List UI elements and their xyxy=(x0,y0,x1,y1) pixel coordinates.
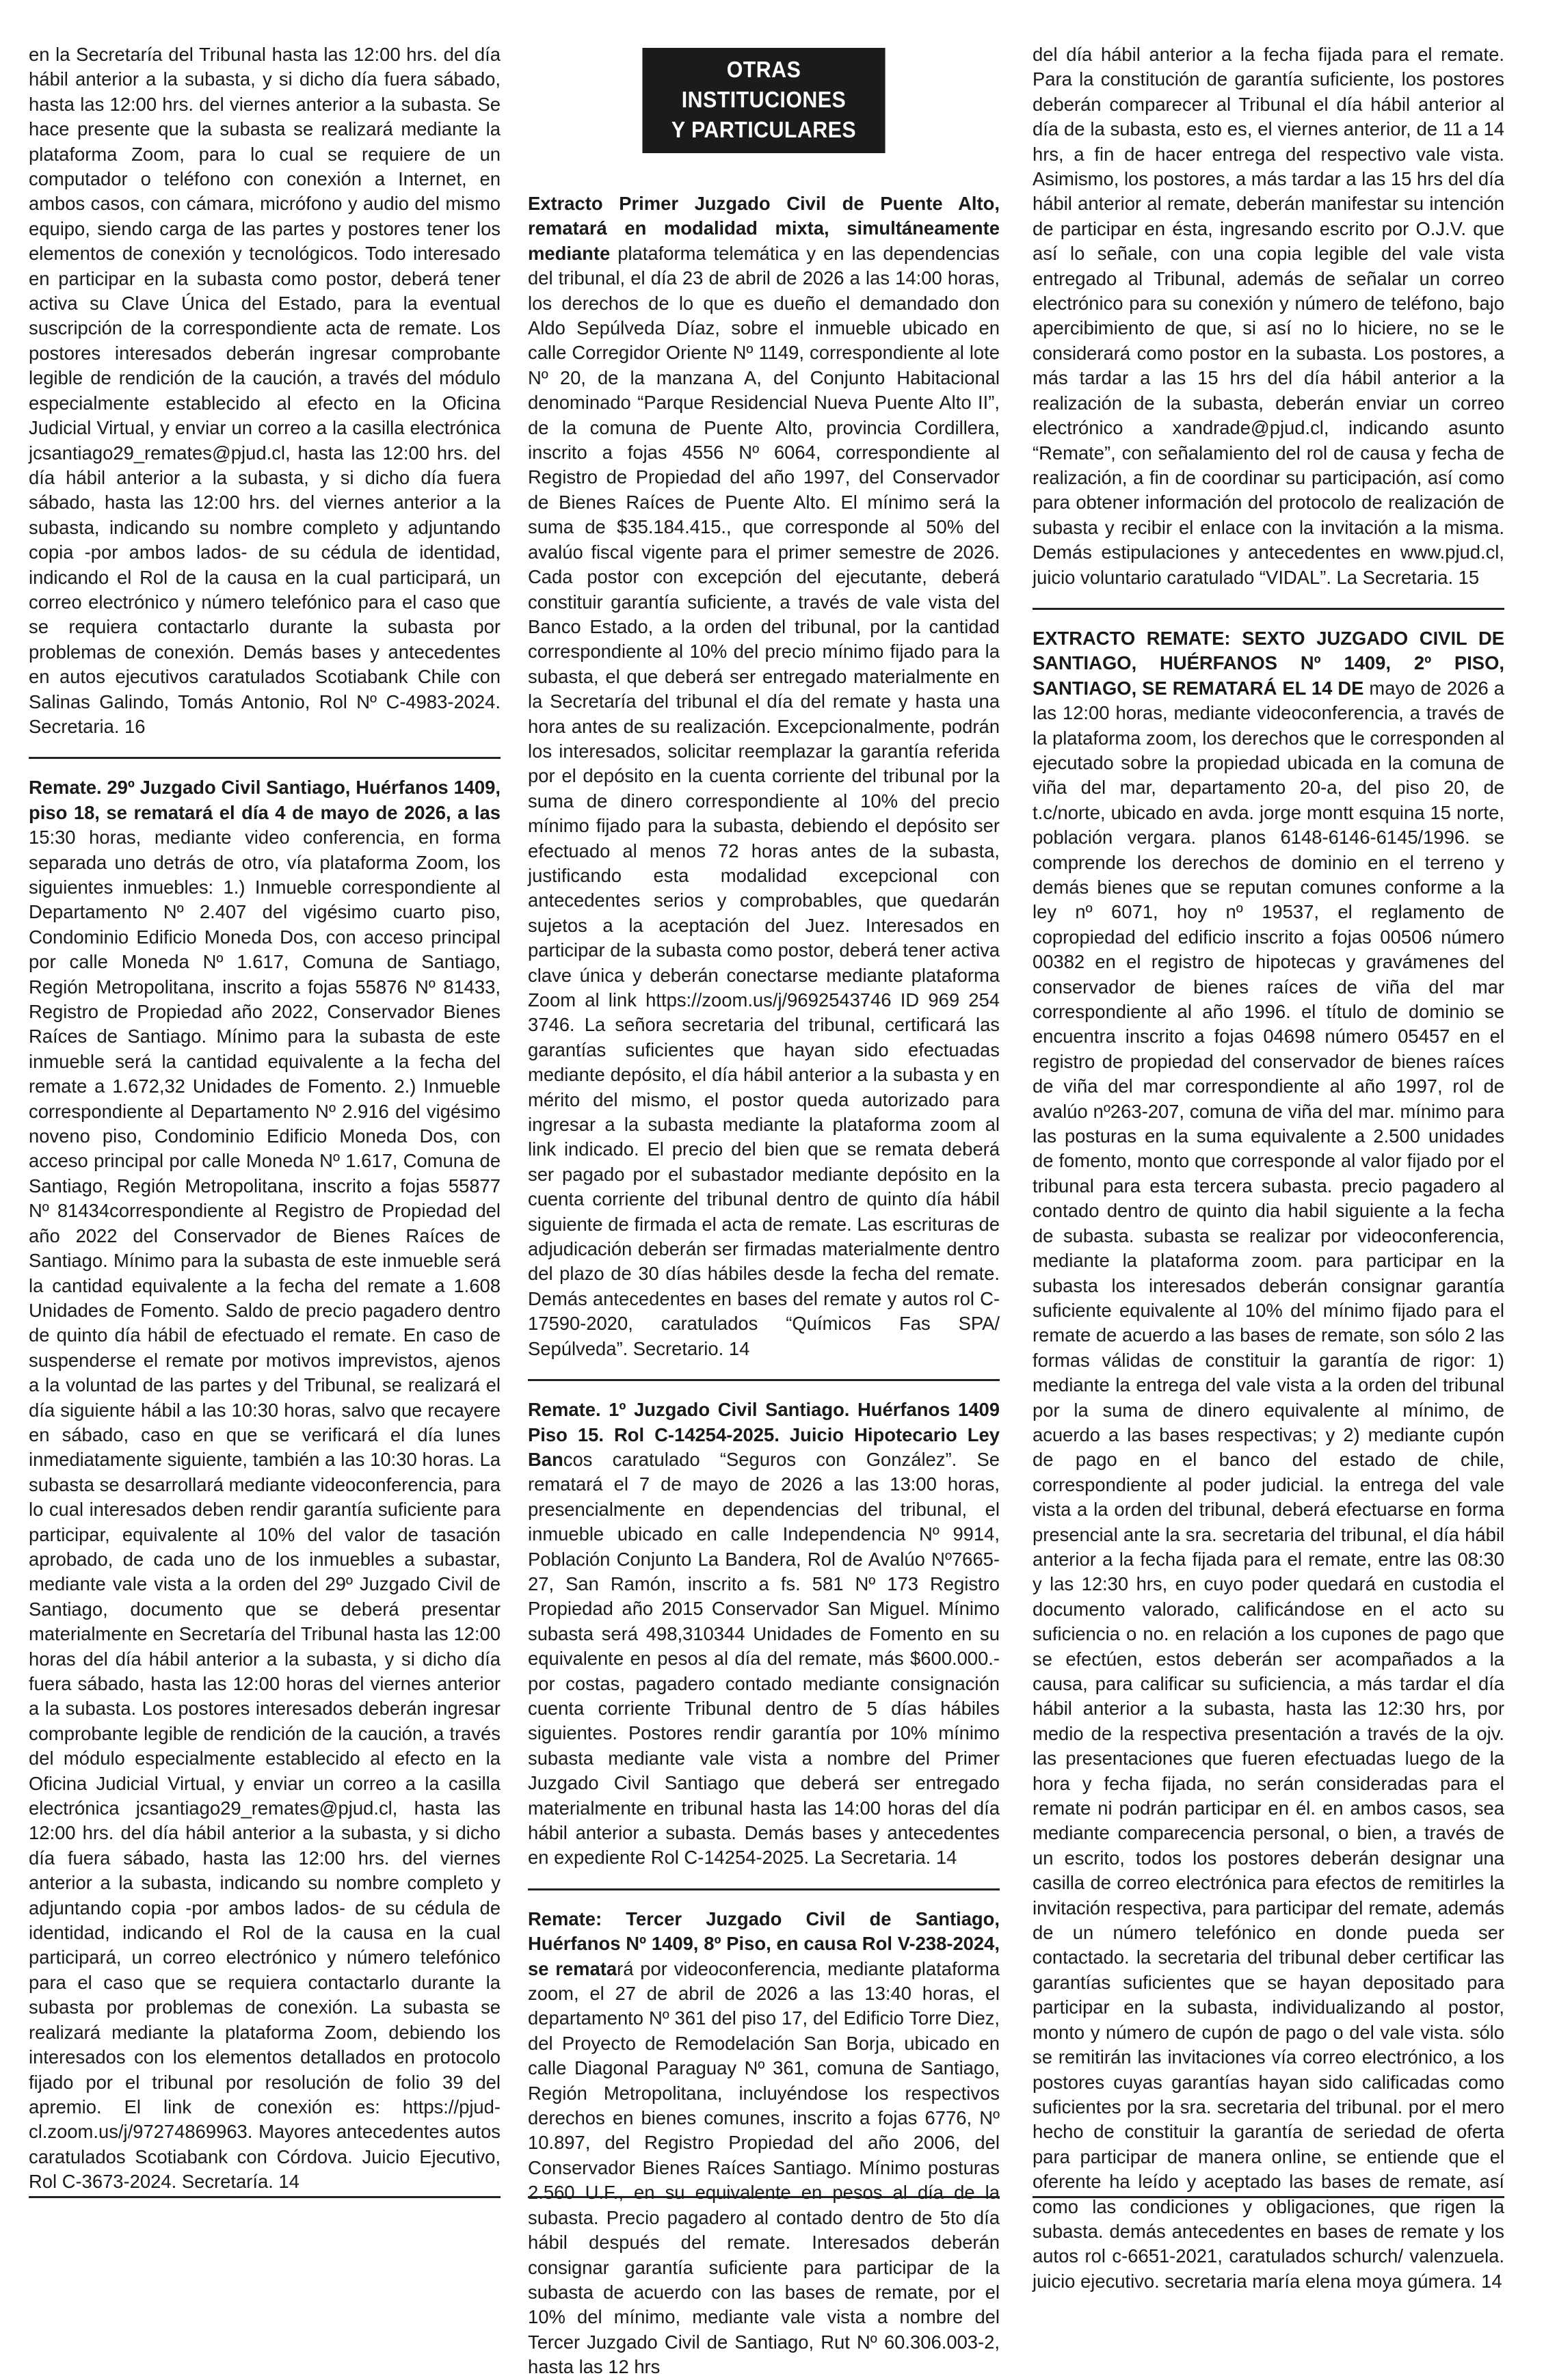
notice-6-juzgado-civil xyxy=(1033,626,1504,2294)
notice-text xyxy=(1033,626,1504,2294)
section-header-line2: Y PARTICULARES xyxy=(671,117,857,142)
column-right xyxy=(1033,42,1504,2292)
notice-body: del día hábil anterior a la fecha fijada para el remate. Para la constitución de garantía suficiente, los postores deberán comparecer al Tribunal el día hábil anterior al día de la subasta, esto es, el viernes anterior, de 11 a 14 hrs, a fin de hacer entrega del respectivo vale vista. Asimismo, los postores, a más tardar a las 15 hrs del día hábil anterior al remate, deberán manifestar su intención de participar en ésta, ingresando escrito por O.J.V. que así lo señale, con una copia legible del vale vista entregado al Tribunal, además de señalar un correo electrónico para su conexión y número de teléfono, bajo apercibimiento de que, si así no lo hiciere, no se le considerará como postor en la subasta. Los postores, a más tardar a las 15 hrs del día hábil anterior a la realización de la subasta, deberán enviar un correo electrónico a xandrade@pjud.cl, indicando asunto “Remate”, con señalamiento del rol de causa y fecha de realización, a fin de coordinar su participación, así como para obtener información del protocolo de realización de subasta y recibir el enlace con la invitación a la misma. Demás estipulaciones y antecedentes en www.pjud.cl, juicio voluntario caratulado “VIDAL”. La Secretaria. 15 xyxy=(1033,44,1504,588)
column-middle xyxy=(528,42,1000,2378)
notice-3-juzgado-civil xyxy=(528,1907,1000,2380)
notice-body: en la Secretaría del Tribunal hasta las 12:00 hrs. del día hábil anterior a la subasta, y si dicho día fuera sábado, hasta las 12:00 hrs. del viernes anterior a la subasta. Se hace presente que la subasta se realizará mediante la plataforma Zoom, para lo cual se requiere de un computador o teléfono con conexión a Internet, en ambos casos, con cámara, micrófono y audio del mismo equipo, siendo carga de las partes y postores tener los elementos de conexión y tecnológicos. Todo interesado en participar en la subasta como postor, deberá tener activa su Clave Única del Estado, para la eventual suscripción de la correspondiente acta de remate. Los postores interesados deberán ingresar comprobante legible de rendición de la caución, a través del módulo especialmente establecido al efecto en la Oficina Judicial Virtual, y enviar un correo a la casilla electrónica jcsantiago29_remates@pjud.cl, hasta las 12:00 hrs. del día hábil anterior a la subasta, y si dicho día fuera sábado, hasta las 12:00 hrs. del viernes anterior a la subasta, indicando su nombre completo y adjuntando copia -por ambos lados- de su cédula de identidad, indicando el Rol de la causa en la cual participará, un correo electrónico y número telefónico para el caso que se requiera contactarlo durante la subasta por problemas de conexión. Demás bases y antecedentes en autos ejecutivos caratulados Scotiabank Chile con Salinas Galindo, Tomás Antonio, Rol Nº C-4983-2024. Secretaria. 16 xyxy=(29,44,501,737)
notice-text xyxy=(528,191,1000,1361)
notice-body: plataforma telemática y en las dependencias del tribunal, el día 23 de abril de 2026 a las 14:00 horas, los derechos de lo que es dueño el demandado don Aldo Sepúlveda Díaz, sobre el inmueble ubicado en calle Corregidor Oriente Nº 1149, correspondiente al lote Nº 20, de la manzana A, del Conjunto Habitacional denominado “Parque Residencial Nueva Puente Alto II”, de la comuna de Puente Alto, provincia Cordillera, inscrito a fojas 4556 Nº 6064, correspondiente al Registro de Propiedad del año 1997, del Conservador de Bienes Raíces de Puente Alto. El mínimo será la suma de $35.184.415., que corresponde al 50% del avalúo fiscal vigente para el primer semestre de 2026. Cada postor con excepción del ejecutante, deberá constituir garantía suficiente, a través de vale vista del Banco Estado, a la orden del tribunal, por la cantidad correspondiente al 10% del precio mínimo fijado para la subasta, el que deberá ser entregado materialmente en la Secretaría del tribunal el día del remate y hasta una hora antes de su realización. Excepcionalmente, podrán los interesados, solicitar reemplazar la garantía referida por el depósito en la cuenta corriente del tribunal por la suma de dinero correspondiente al 10% del precio mínimo fijado para la subasta, debiendo el depósito ser efectuado al menos 72 horas antes de la subasta, justificando esta modalidad excepcional con antecedentes serios y comprobables, que quedarán sujetos a la aceptación del Juez. Interesados en participar de la subasta como postor, deberá tener activa clave única y deberán conectarse mediante plataforma Zoom al link https://zoom.us/j/9692543746 ID 969 254 3746. La señora secretaria del tribunal, certificará las garantías suficientes que hayan sido efectuadas mediante depósito, el día hábil anterior a la subasta y en mérito del mismo, el postor queda autorizado para ingresar a la subasta mediante la plataforma zoom al link indicado. El precio del bien que se remata deberá ser pagado por el subastador mediante depósito en la cuenta corriente del tribunal dentro de quinto día hábil siguiente de firmada el acta de remate. Las escrituras de adjudicación deberán ser firmadas materialmente dentro del plazo de 30 días hábiles desde la fecha del remate. Demás antecedentes en bases del remate y autos rol C-17590-2020, caratulados “Químicos Fas SPA/ Sepúlveda”. Secretario. 14 xyxy=(528,242,1000,1359)
divider xyxy=(29,757,501,759)
notice-lead: Remate. 1º Juzgado Civil Santiago. Huérfanos 1409 Piso 15. Rol C-14254-2025. Juicio Hipotecario Ley Ban xyxy=(528,1399,1000,1470)
divider xyxy=(1033,608,1504,610)
notice-text xyxy=(29,775,501,2194)
notice-continuation-29-juzgado xyxy=(29,42,501,739)
notice-body: 15:30 horas, mediante video conferencia, en forma separada uno detrás de otro, vía plataforma Zoom, los siguientes inmuebles: 1.) Inmueble correspondiente al Departamento Nº 2.407 del vigésimo cuarto piso, Condominio Edificio Moneda Dos, con acceso principal por calle Moneda Nº 1.617, Comuna de Santiago, Región Metropolitana, inscrito a fojas 55876 Nº 81433, Registro de Propiedad año 2022, Conservador Bienes Raíces de Santiago. Mínimo para la subasta de este inmueble será la cantidad equivalente a la fecha del remate a 1.672,32 Unidades de Fomento. 2.) Inmueble correspondiente al Departamento Nº 2.916 del vigésimo noveno piso, Condominio Edificio Moneda Dos, con acceso principal por calle Moneda Nº 1.617, Comuna de Santiago, Región Metropolitana, inscrito a fojas 55877 Nº 81434correspondiente al Registro de Propiedad del año 2022 del Conservador de Bienes Raíces de Santiago. Mínimo para la subasta de este inmueble será la cantidad equivalente a la fecha del remate a 1.608 Unidades de Fomento. Saldo de precio pagadero dentro de quinto día hábil de efectuado el remate. En caso de suspenderse el remate por motivos imprevistos, ajenos a la voluntad de las partes y del Tribunal, se realizará el día siguiente hábil a las 10:30 horas, salvo que recayere en sábado, caso en que se verificará el día lunes inmediatamente siguiente, también a las 10:30 horas. La subasta se desarrollará mediante videoconferencia, para lo cual interesados deben rendir garantía suficiente para participar, equivalente al 10% del valor de tasación aprobado, de cada uno de los inmuebles a subastar, mediante vale vista a la orden del 29º Juzgado Civil de Santiago, documento que se deberá presentar materialmente en Secretaría del Tribunal hasta las 12:00 horas del día hábil anterior a la subasta, y si dicho día fuera sábado, hasta las 12:00 horas del viernes anterior a la subasta. Los postores interesados deberán ingresar comprobante legible de rendición de la caución, a través del módulo especialmente establecido al efecto en la Oficina Judicial Virtual, y enviar un correo a la casilla electrónica jcsantiago29_remates@pjud.cl, hasta las 12:00 hrs. del día hábil anterior a la subasta, y si dicho día fuera sábado, hasta las 12:00 hrs. del viernes anterior a la subasta, indicando su nombre completo y adjuntando copia -por ambos lados- de su cédula de identidad, indicando el Rol de la causa en la cual participará, un correo electrónico y número telefónico para el caso que se requiera contactarlo durante la subasta por problemas de conexión. La subasta se realizará mediante la plataforma Zoom, debiendo los interesados con los elementos detallados en protocolo fijado por el tribunal por resolución de folio 39 del apremio. El link de conexión es: https://pjud-cl.zoom.us/j/97274869963. Mayores antecedentes autos caratulados Scotiabank con Córdova. Juicio Ejecutivo, Rol C-3673-2024. Secretaría. 14 xyxy=(29,827,501,2193)
notice-body: rá por videoconferencia, mediante plataforma zoom, el 27 de abril de 2026 a las 13:40 horas, el departamento Nº 361 del piso 17, del Edificio Torre Diez, del Proyecto de Remodelación San Borja, ubicado en calle Diagonal Paraguay Nº 361, comuna de Santiago, Región Metropolitana, incluyéndose los respectivos derechos en bienes comunes, inscrito a fojas 6776, Nº 10.897, del Registro Propiedad del año 2006, del Conservador Bienes Raíces Santiago. Mínimo posturas 2.560 U.F., en su equivalente en pesos al día de la subasta. Precio pagadero al contado dentro de 5to día hábil después del remate. Interesados deberán consignar garantía suficiente para participar de la subasta de acuerdo con las bases de remate, por el 10% del mínimo, mediante vale vista a nombre del Tercer Juzgado Civil de Santiago, Rut Nº 60.306.003-2, hasta las 12 hrs xyxy=(528,1957,1000,2378)
bottom-divider-left xyxy=(29,2196,501,2198)
notice-body: mayo de 2026 a las 12:00 horas, mediante videoconferencia, a través de la plataforma zoom, los derechos que le corresponden al ejecutado sobre la propiedad ubicada en la comuna de viña del mar, departamento 20-a, del piso 20, de t.c/norte, ubicado en avda. jorge montt esquina 15 norte, población vergara. planos 6148-6146-6145/1996. se comprende los derechos de dominio en el terreno y demás bienes que se reputan comunes conforme a la ley nº 6071, hoy nº 19537, el reglamento de copropiedad del edificio inscrito a fojas 00506 número 00382 en el registro de hipotecas y gravámenes del conservador de bienes raíces de viña del mar correspondiente al año 1996. el título de dominio se encuentra inscrito a fojas 04698 número 05457 en el registro de propiedad del conservador de bienes raíces de viña del mar correspondiente al año 1997, rol de avalúo nº263-207, comuna de viña del mar. mínimo para las posturas en la suma equivalente a 2.500 unidades de fomento, monto que corresponde al valor fijado por el tribunal para esta tercera subasta. precio pagadero al contado dentro de quinto dia habil siguiente a la fecha de subasta. subasta se realizar por videoconferencia, mediante la plataforma zoom. para participar en la subasta los interesados deberán consignar garantía suficiente equivalente al 10% del mínimo fijado para el remate de acuerdo a las bases de remate, son sólo 2 las formas válidas de constituir la garantía de rigor: 1) mediante la entrega del vale vista a la orden del tribunal por la suma de dinero equivalente al mínimo, de acuerdo a las bases respectivas; y 2) mediante cupón de pago en el banco del estado de chile, correspondiente al poder judicial. la entrega del vale vista a la orden del tribunal, deberá efectuarse en forma presencial ante la sra. secretaria del tribunal, el día hábil anterior a la fecha fijada para el remate, entre las 08:30 y las 12:30 hrs, en cuyo poder quedará en custodia el documento valorado, calificándose en el acto su suficiencia o no. en relación a los cupones de pago que se efectúen, estos deberán ser acompañados a la causa, para calificar su suficiencia, a más tardar el día hábil anterior a la subasta, hasta las 12:30 hrs, por medio de la respectiva presentación a través de la ojv. las presentaciones que fueren efectuadas luego de la hora y fecha fijada, no serán consideradas para el remate ni podrán participar en él. en ambos casos, sea mediante comparecencia personal, o bien, a través de un escrito, todos los postores deberán designar una casilla de correo electrónica para efectos de remitirles la invitación respectiva, para participar del remate, además de un número telefónico en donde pueda ser contactado. la secretaria del tribunal deber certificar las garantías suficientes que se hayan depositado para participar en la subasta, individualizando al postor, monto y número de cupón de pago o del vale vista. sólo se remitirán las invitaciones vía correo electrónico, a los postores cuyas garantías hayan sido calificadas como suficientes por la sra. secretaria del tribunal. por el mero hecho de constituir la garantía de seriedad de oferta para participar de manera online, se entiende que el oferente ha leído y aceptado las bases de remate, así como las condiciones y obligaciones, que rigen la subasta. demás antecedentes en bases de remate y los autos rol c-6651-2021, caratulados schurch/ valenzuela. juicio ejecutivo. secretaria maría elena moya gúmera. 14 xyxy=(1033,677,1504,2292)
column-left xyxy=(29,42,501,2196)
bottom-divider-right xyxy=(1033,2196,1504,2198)
notice-text xyxy=(528,1907,1000,2380)
notice-continuation-3-juzgado xyxy=(1033,42,1504,590)
notice-29-juzgado-civil xyxy=(29,775,501,2194)
notice-lead: EXTRACTO REMATE: SEXTO JUZGADO CIVIL DE SANTIAGO, HUÉRFANOS Nº 1409, 2º PISO, SANTIAGO, SE REMATARÁ EL 14 DE xyxy=(1033,627,1504,699)
bottom-divider-middle xyxy=(528,2196,1000,2198)
notice-1-juzgado-civil xyxy=(528,1398,1000,1871)
section-header-line1: OTRAS INSTITUCIONES xyxy=(681,57,847,112)
divider xyxy=(528,1888,1000,1890)
notice-puente-alto xyxy=(528,191,1000,1361)
divider xyxy=(528,1379,1000,1381)
notice-text xyxy=(528,1398,1000,1871)
notice-lead: Remate: Tercer Juzgado Civil de Santiago, Huérfanos Nº 1409, 8º Piso, en causa Rol V-238-2024, se remata xyxy=(528,1908,1000,1979)
section-header xyxy=(642,48,885,153)
notice-lead: Extracto Primer Juzgado Civil de Puente Alto, rematará en modalidad mixta, simultáneamente mediante xyxy=(528,193,1000,264)
notice-body: cos caratulado “Seguros con González”. Se rematará el 7 de mayo de 2026 a las 13:00 horas, presencialmente en dependencias del tribunal, el inmueble ubicado en calle Independencia Nº 9914, Población Conjunto La Bandera, Rol de Avalúo Nº7665-27, San Ramón, inscrito a fs. 581 Nº 173 Registro Propiedad año 2015 Conservador San Miguel. Mínimo subasta será 498,310344 Unidades de Fomento en su equivalente en pesos al día del remate, más $600.000.- por costas, pagadero contado mediante consignación cuenta corriente Tribunal dentro de 5 días hábiles siguientes. Postores rendir garantía por 10% mínimo subasta mediante vale vista a nombre del Primer Juzgado Civil Santiago que deberá ser entregado materialmente en tribunal hasta las 14:00 horas del día hábil anterior a subasta. Demás bases y antecedentes en expediente Rol C-14254-2025. La Secretaria. 14 xyxy=(528,1448,1000,1869)
notice-lead: Remate. 29º Juzgado Civil Santiago, Huérfanos 1409, piso 18, se rematará el día 4 de mayo de 2026, a las xyxy=(29,777,501,823)
